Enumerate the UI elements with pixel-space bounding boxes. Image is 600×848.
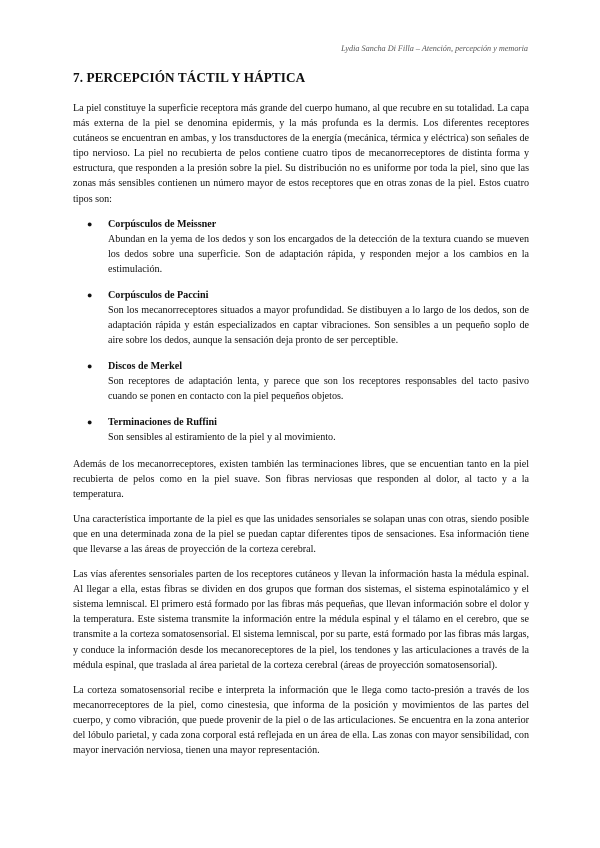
- receptor-name: Terminaciones de Ruffini: [108, 417, 217, 429]
- running-header: Lydia Sancha Di Filla – Atención, percepción y memoria: [341, 44, 528, 53]
- document-body: [73, 70, 529, 768]
- receptor-description: Abundan en la yema de los dedos y son los encargados de la detección de la textura cuando se mueven los dedos sobre una superficie. Son de adaptación rápida, y responden mejor a los cambios en la estimulación.: [108, 233, 529, 275]
- body-paragraph: Una característica importante de la piel es que las unidades sensoriales se solapan unas con otras, siendo posible que en una determinada zona de la piel se puedan captar diferentes tipos de sensaciones. Esa información tiene que llevarse a las áreas de proyección de la corteza cerebral.: [73, 513, 529, 555]
- receptor-description: Son los mecanorreceptores situados a mayor profundidad. Se distibuyen a lo largo de los dedos, son de adaptación rápida y están especializados en captar vibraciones. Son sensibles a un pequeño soplo de aire sobre los dedos, aunque la sensación deja pronto de ser perceptible.: [108, 304, 529, 347]
- list-item: [73, 415, 529, 445]
- list-item: [73, 288, 529, 348]
- list-item: [73, 359, 529, 404]
- receptor-name: Corpúsculos de Paccini: [108, 289, 209, 301]
- receptor-name: Discos de Merkel: [108, 361, 183, 373]
- body-paragraph: La corteza somatosensorial recibe e interpreta la información que le llega como tacto-presión a través de los mecanorreceptores de la piel, como cinestesia, que informa de la posición y movimientos de las partes del cuerpo, y como vibración, que puede provenir de la piel o de las articulaciones. Se encuentra en la zona anterior del lóbulo parietal, y cada zona corporal está reflejada en un área de ella. Las zonas con mayor sensibilidad, con mayor inervación nerviosa, tienen una mayor representación.: [73, 684, 529, 757]
- body-paragraph: Además de los mecanorreceptores, existen también las terminaciones libres, que se encuentian tanto en la piel recubierta de pelos como en la piel suave. Son fibras nerviosas que responden al dolor, al tacto y a la temperatura.: [73, 458, 529, 500]
- bullet-icon: ●: [87, 289, 93, 300]
- receptor-name: Corpúsculos de Meissner: [108, 218, 217, 230]
- bullet-icon: ●: [87, 361, 93, 372]
- bullet-icon: ●: [87, 417, 93, 428]
- receptor-description: Son receptores de adaptación lenta, y parece que son los receptores responsables del tacto pasivo cuando se ponen en contacto con la piel pequeños objetos.: [108, 376, 529, 403]
- list-item: [73, 217, 529, 277]
- intro-paragraph: La piel constituye la superficie receptora más grande del cuerpo humano, al que recubre en su totalidad. La capa más externa de la piel se denomina epidermis, y la más profunda es la dermis. Los diferentes receptores cutáneos se encuentran en ambas, y los transductores de la energía (mecánica, térmica y eléctrica) son señales de tipo nervioso. La piel no recubierta de pelos contiene cuatro tipos de mecanorreceptores de distinta forma y estructura, que responden a la presión sobre la piel. Su distribución no es uniforme por toda la piel, sino que las zonas más sensibles contienen un número mayor de estos receptores que en otras zonas de la piel. Estos cuatro tipos son:: [73, 103, 529, 205]
- receptor-description: Son sensibles al estiramiento de la piel y al movimiento.: [108, 432, 336, 444]
- receptor-list: [73, 217, 529, 446]
- body-paragraph: Las vías aferentes sensoriales parten de los receptores cutáneos y llevan la información hasta la médula espinal. Al llegar a ella, estas fibras se dividen en dos grupos que forman dos sistemas, el sistema espinotalámico y el sistema lemniscal. El primero está formado por las fibras más pequeñas, que llevan información sobre el dolor y la temperatura. Este sistema transmite la información entre la médula espinal y el tálamo en el cerebro, que se transmite a la corteza somatosensorial. El sistema lemniscal, por su parte, está formado por las fibras más largas, y conduce la información desde los mecanoreceptores de la piel, los tendones y las articulaciones a través de la médula espinal, que traslada al área parietal de la corteza cerebral (áreas de proyección somatosensorial).: [73, 569, 529, 671]
- section-title: 7. PERCEPCIÓN TÁCTIL Y HÁPTICA: [73, 70, 306, 85]
- bullet-icon: ●: [87, 218, 93, 229]
